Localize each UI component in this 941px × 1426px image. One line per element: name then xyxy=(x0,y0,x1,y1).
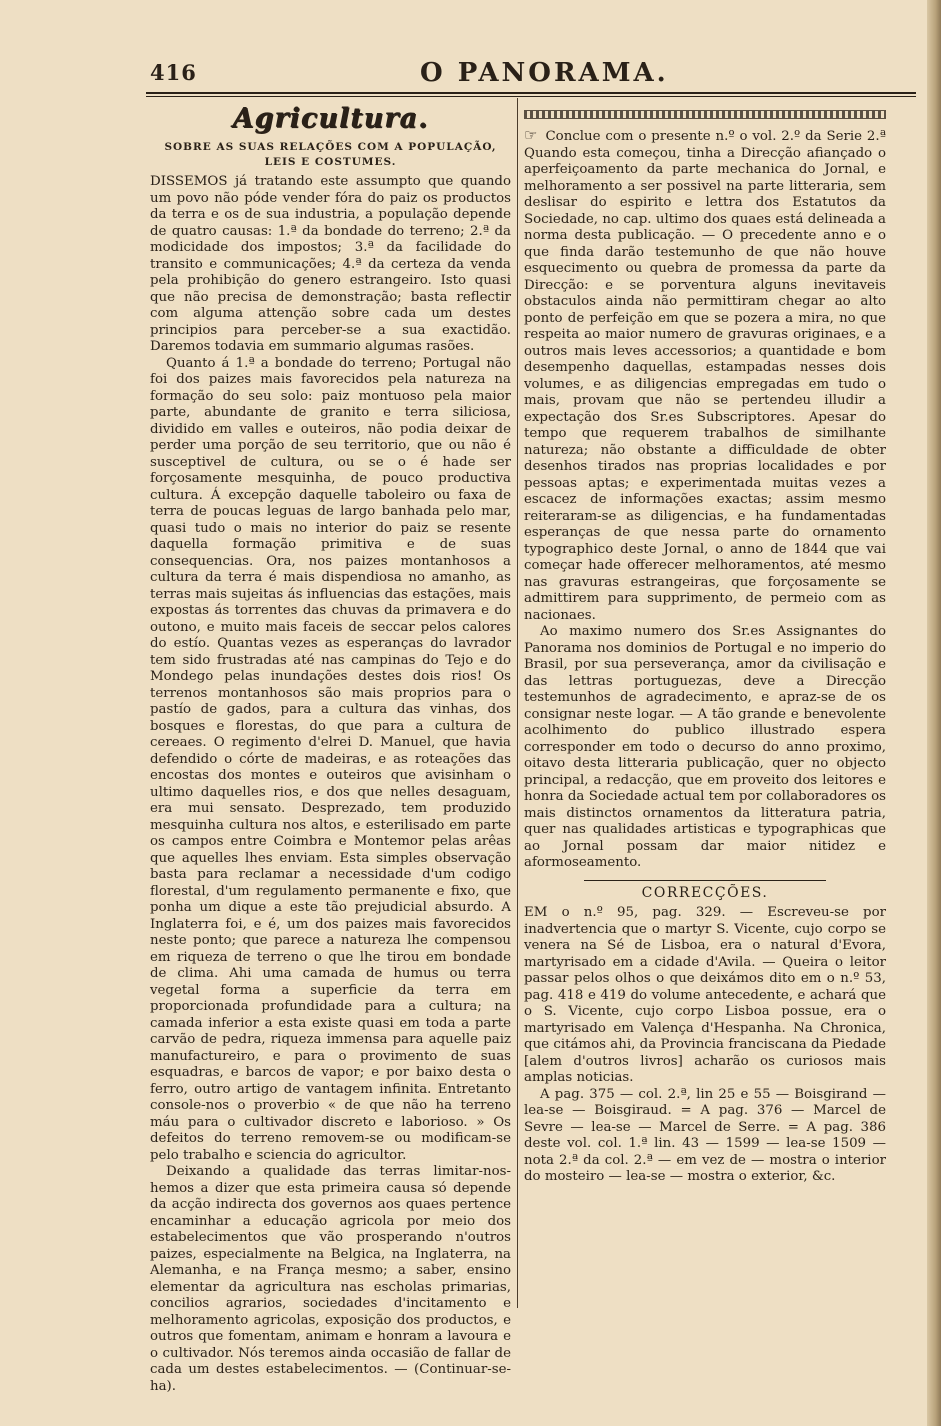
article-paragraph-3: Deixando a qualidade das terras limitar-nos-hemos a dizer que esta primeira causa só depende da acção indirecta dos governos aos quaes pertence encaminhar a educação agricola por meio dos estabelecimentos que vão prosperando n'outros paizes, especialmente na Belgica, na Inglaterra, na Alemanha, e na França mesmo; a saber, ensino elementar da agricultura nas escholas primarias, concilios agrarios, sociedades d'incitamento e melhoramento agricolas, exposição dos productos, e outros que fomentam, animam e honram a lavoura e o cultivador. Nós teremos ainda occasião de fallar de cada um destes estabelecimentos. — (Continuar-se-ha). xyxy=(150,1164,511,1394)
corrections-rule xyxy=(584,880,826,881)
magazine-title: O PANORAMA. xyxy=(420,58,669,88)
corrections-paragraph-1: EM o n.º 95, pag. 329. — Escreveu-se por inadvertencia que o martyr S. Vicente, cujo corpo se venera na Sé de Lisboa, era o natural d'Evora, martyrisado em a cidade d'Avila. — Queira o leitor passar pelos olhos o que deixámos dito em o n.º 53, pag. 418 e 419 do volume antecedente, e achará que o S. Vicente, cujo corpo Lisboa possue, era o martyrisado em Valença d'Hespanha. Na Chronica, que citámos ahi, da Provincia franciscana da Piedade [alem d'outros livros] acharão os curiosos mais amplas noticias. xyxy=(524,905,886,1085)
page-number: 416 xyxy=(150,60,197,85)
right-column xyxy=(524,102,886,1186)
corrections-heading: CORRECÇÕES. xyxy=(641,884,769,901)
header-rule xyxy=(146,92,916,97)
corrections-paragraph-2: A pag. 375 — col. 2.ª, lin 25 e 55 — Boisgirand — lea-se — Boisgiraud. = A pag. 376 — Marcel de Sevre — lea-se — Marcel de Serre. = A pag. 386 deste vol. col. 1.ª lin. 43 — 1599 — lea-se 1509 — nota 2.ª da col. 2.ª — em vez de — mostra o interior do mosteiro — lea-se — mostra o exterior, &c. xyxy=(524,1086,886,1184)
section-title: Agricultura. xyxy=(232,103,429,134)
article-paragraph-2: Quanto á 1.ª a bondade do terreno; Portugal não foi dos paizes mais favorecidos pela natureza na formação do seu solo: paiz montuoso pela maior parte, abundante de granito e terra siliciosa, dividido em valles e outeiros, não podia deixar de perder uma porção de seu territorio, que ou não é susceptivel de cultura, ou se o é hade ser forçosamente mesquinha, de pouco productiva cultura. Á excepção daquelle taboleiro ou faxa de terra de poucas leguas de largo banhada pelo mar, quasi tudo o mais no interior do paiz se resente daquella formação primitiva e de suas consequencias. Ora, nos paizes montanhosos a cultura da terra é mais dispendiosa no amanho, as terras mais sujeitas ás influencias das estações, mais expostas ás torrentes das chuvas da primavera e do outono, e muito mais faceis de seccar pelos calores do estío. Quantas vezes as esperanças do lavrador tem sido frustradas até nas campinas do Tejo e do Mondego pelas inundações destes dois rios! Os terrenos montanhosos são mais proprios para o pastío de gados, para a cultura das vinhas, dos bosques e florestas, do que para a cultura de cereaes. O regimento d'elrei D. Manuel, que havia defendido o córte de madeiras, e as roteações das encostas dos montes e outeiros que avisinham o ultimo daquelles rios, e dos que nelles desaguam, era mui sensato. Desprezado, tem produzido mesquinha cultura nos altos, e esterilisado em parte os campos entre Coimbra e Montemor pelas arêas que aquelles lhes enviam. Esta simples observação basta para reclamar a necessidade d'um codigo florestal, d'um regulamento permanente e fixo, que ponha um dique a este tão prejudicial absurdo. A Inglaterra foi, e é, um dos paizes mais favorecidos neste ponto; que parece a natureza lhe compensou em riqueza de terreno o que lhe tirou em bondade de clima. Ahi uma camada de humus ou terra vegetal forma a superficie da terra em proporcionada profundidade para a cultura; na camada inferior a esta existe quasi em toda a parte carvão de pedra, riqueza immensa para aquelle paiz manufactureiro, e para o provimento de suas esquadras, e barcos de vapor; e por baixo desta o ferro, outro artigo de vantagem infinita. Entretanto console-nos o proverbio « de que não ha terreno máu para o cultivador discreto e laborioso. » Os defeitos do terreno removem-se ou modificam-se pelo trabalho e sciencia do agricultor. xyxy=(150,355,511,1163)
notice-paragraph-2: Ao maximo numero dos Sr.es Assignantes do Panorama nos dominios de Portugal e no imperio do Brasil, por sua perseverança, amor da civilisação e das lettras portuguezas, deve a Direcção testemunhos de agradecimento, e apraz-se de os consignar neste logar. — A tão grande e benevolente acolhimento do publico illustrado espera corresponder em todo o decurso do anno proximo, oitavo desta litteraria publicação, quer no objecto principal, a redacção, que em proveito dos leitores e honra da Sociedade actual tem por collaboradores os mais distinctos ornamentos da litteratura patria, quer nas qualidades artisticas e typographicas que ao Jornal possam dar maior nitidez e aformoseamento. xyxy=(524,624,886,870)
book-spine-shadow xyxy=(927,0,941,1426)
article-subtitle: SOBRE AS SUAS RELAÇÕES COM A POPULAÇÃO, LEIS E COSTUMES. xyxy=(164,141,497,168)
notice-paragraph-1-text: Conclue com o presente n.º o vol. 2.º da Serie 2.ª Quando esta começou, tinha a Direcção afiançado o aperfeiçoamento da parte mechanica do Jornal, e melhoramento a ser possivel na parte litteraria, sem deslisar do espirito e lettra dos Estatutos da Sociedade, no cap. ultimo dos quaes está delineada a norma desta publicação. — O precedente anno e o que finda darão testemunho de que não houve esquecimento ou quebra de promessa da parte da Direcção: e se porventura alguns inevitaveis obstaculos ainda não permittiram chegar ao alto ponto de perfeição em que se pozera a mira, no que respeita ao maior numero de gravuras originaes, e a outros mais leves accessorios; a quantidade e bom desempenho daquellas, estampadas nesses dois volumes, e as diligencias empregadas em tudo o mais, provam que não se pertendeu illudir a expectação dos Sr.es Subscriptores. Apesar do tempo que requerem trabalhos de similhante natureza; não obstante a difficuldade de obter desenhos tirados nas proprias localidades e por pessoas aptas; e experimentada muitas vezes a escacez de informações exactas; assim mesmo reiteraram-se as diligencias, e ha fundamentadas esperanças de que nessa parte do ornamento typographico deste Jornal, o anno de 1844 que vai começar hade offerecer melhoramentos, até mesmo nas gravuras estrangeiras, que forçosamente se admittirem para supprimento, de permeio com as nacionaes. xyxy=(524,129,886,623)
left-column xyxy=(150,100,511,1395)
ornamental-divider xyxy=(524,110,886,119)
pointing-hand-icon: ☞ xyxy=(524,126,538,144)
article-paragraph-1: DISSEMOS já tratando este assumpto que quando um povo não póde vender fóra do paiz os productos da terra e os de sua industria, a população depende de quatro causas: 1.ª da bondade do terreno; 2.ª da modicidade dos impostos; 3.ª da facilidade do transito e communicações; 4.ª da certeza da venda pela prohibição do genero estrangeiro. Isto quasi que não precisa de demonstração; basta reflectir com alguma attenção sobre cada um destes principios para perceber-se a sua exactidão. Daremos todavia em summario algumas rasões. xyxy=(150,174,511,354)
notice-paragraph-1 xyxy=(524,127,886,624)
column-divider xyxy=(517,98,518,1308)
